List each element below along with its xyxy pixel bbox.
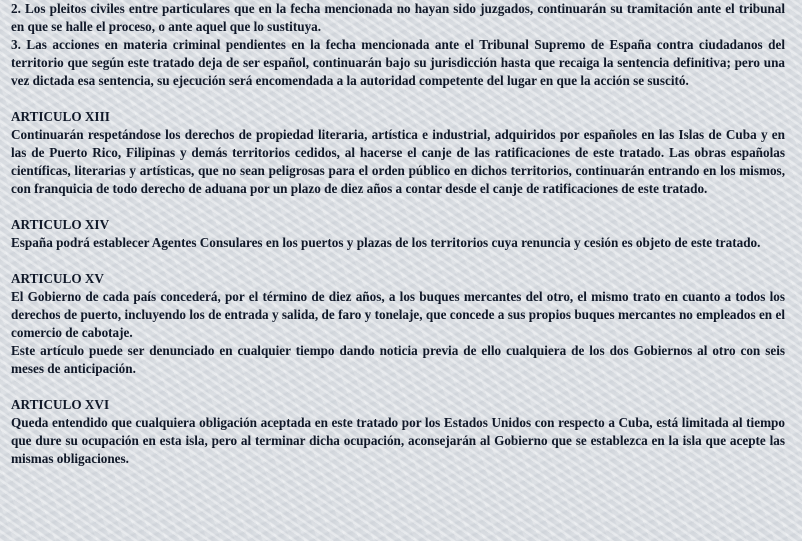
article-15-text-1: El Gobierno de cada país concederá, por el término de diez años, a los buques mercantes del otro, el mismo trato en cuanto a todos los derechos de puerto, incluyendo los de entrada y salida, de faro y tonelaje, que concede a sus propios buques mercantes no empleados en el comercio de cabotaje. [11,289,785,340]
paragraph-item-2: 2. Los pleitos civiles entre particulares que en la fecha mencionada no hayan sido juzgados, continuarán su tramitación ante el tribunal en que se halle el proceso, o ante aquel que lo sustituya. [11,1,785,34]
spacer [11,90,785,108]
article-16-text: Queda entendido que cualquiera obligación aceptada en este tratado por los Estados Unidos con respecto a Cuba, está limitada al tiempo que dure su ocupación en esta isla, pero al terminar dicha ocupación, aconsejarán al Gobierno que se establezca en la isla que acepte las mismas obligaciones. [11,415,785,466]
paragraph-item-3: 3. Las acciones en materia criminal pendientes en la fecha mencionada ante el Tribunal Supremo de España contra ciudadanos del territorio que según este tratado deja de ser español, continuarán bajo su jurisdicción hasta que recaiga la sentencia definitiva; pero una vez dictada esa sentencia, su ejecución será encomendada a la autoridad competente del lugar en que la acción se suscitó. [11,37,785,88]
spacer [11,378,785,396]
spacer [11,252,785,270]
document-body [11,0,785,468]
article-15-heading: ARTICULO XV [11,271,104,286]
article-14-text: España podrá establecer Agentes Consulares en los puertos y plazas de los territorios cuya renuncia y cesión es objeto de este tratado. [11,235,761,250]
article-16-heading: ARTICULO XVI [11,397,110,412]
article-14-heading: ARTICULO XIV [11,217,110,232]
article-15-text-2: Este artículo puede ser denunciado en cualquier tiempo dando noticia previa de ello cualquiera de los dos Gobiernos al otro con seis meses de anticipación. [11,343,785,376]
article-13-text: Continuarán respetándose los derechos de propiedad literaria, artística e industrial, adquiridos por españoles en las Islas de Cuba y en las de Puerto Rico, Filipinas y demás territorios cedidos, al hacerse el canje de las ratificaciones de este tratado. Las obras españolas científicas, literarias y artísticas, que no sean peligrosas para el orden público en dichos territorios, continuarán entrando en los mismos, con franquicia de todo derecho de aduana por un plazo de diez años a contar desde el canje de ratificaciones de este tratado. [11,127,785,196]
article-13-heading: ARTICULO XIII [11,109,110,124]
spacer [11,198,785,216]
